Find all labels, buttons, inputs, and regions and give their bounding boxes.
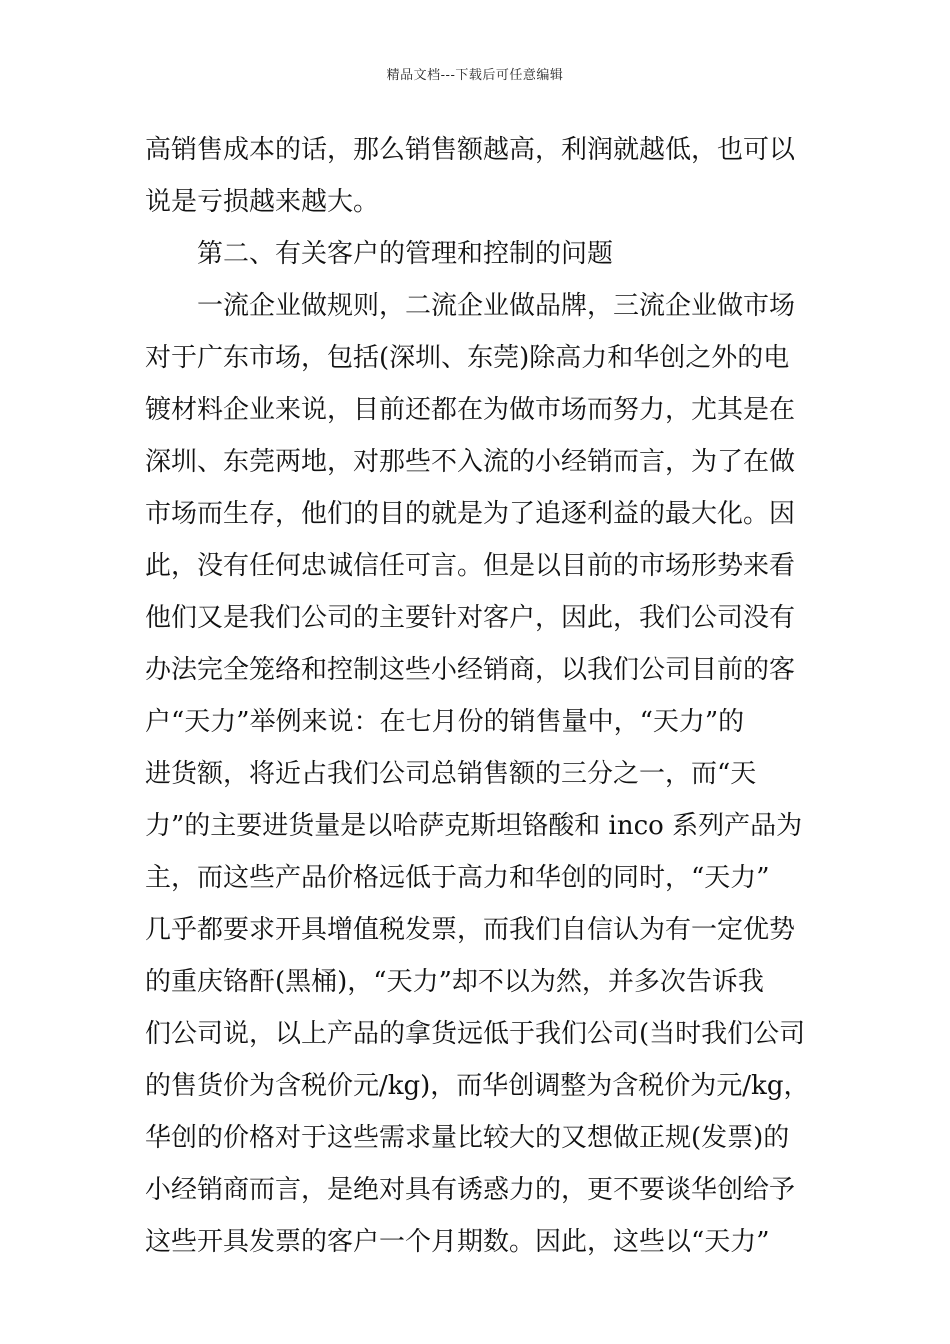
text-line: 对于广东市场，包括(深圳、东莞)除高力和华创之外的电: [145, 343, 790, 373]
text-line: 的售货价为含税价元/kg)，而华创调整为含税价为元/kg，: [145, 1071, 810, 1101]
text-line: 镀材料企业来说，目前还都在为做市场而努力，尤其是在: [145, 395, 796, 425]
text-line: 市场而生存，他们的目的就是为了追逐利益的最大化。因: [145, 499, 796, 529]
text-line: 办法完全笼络和控制这些小经销商，以我们公司目前的客: [145, 655, 796, 685]
text-line: 此，没有任何忠诚信任可言。但是以目前的市场形势来看: [145, 551, 796, 581]
text-line: 的重庆铬酐(黑桶)，“天力”却不以为然，并多次告诉我: [145, 967, 764, 997]
text-line: 一流企业做规则，二流企业做品牌，三流企业做市场: [197, 291, 796, 321]
text-line: 户“天力”举例来说：在七月份的销售量中，“天力”的: [145, 707, 745, 737]
text-line: 主，而这些产品价格远低于高力和华创的同时，“天力”: [145, 863, 770, 893]
text-line: 力”的主要进货量是以哈萨克斯坦铬酸和 inco 系列产品为: [145, 811, 803, 841]
text-line: 高销售成本的话，那么销售额越高，利润就越低，也可以: [145, 135, 796, 165]
text-line: 进货额，将近占我们公司总销售额的三分之一，而“天: [145, 759, 757, 789]
text-line: 小经销商而言，是绝对具有诱惑力的，更不要谈华创给予: [145, 1175, 796, 1205]
text-line: 深圳、东莞两地，对那些不入流的小经销而言，为了在做: [145, 447, 796, 477]
text-line: 他们又是我们公司的主要针对客户，因此，我们公司没有: [145, 603, 796, 633]
page-header: 精品文档---下载后可任意编辑: [386, 68, 564, 83]
text-line: 说是亏损越来越大。: [145, 187, 380, 217]
text-line: 们公司说，以上产品的拿货远低于我们公司(当时我们公司: [145, 1019, 806, 1049]
section-heading: 第二、有关客户的管理和控制的问题: [197, 239, 614, 269]
text-line: 这些开具发票的客户一个月期数。因此，这些以“天力”: [145, 1227, 770, 1257]
text-line: 几乎都要求开具增值税发票，而我们自信认为有一定优势: [145, 915, 796, 945]
document-body: [145, 124, 811, 1268]
text-line: 华创的价格对于这些需求量比较大的又想做正规(发票)的: [145, 1123, 790, 1153]
